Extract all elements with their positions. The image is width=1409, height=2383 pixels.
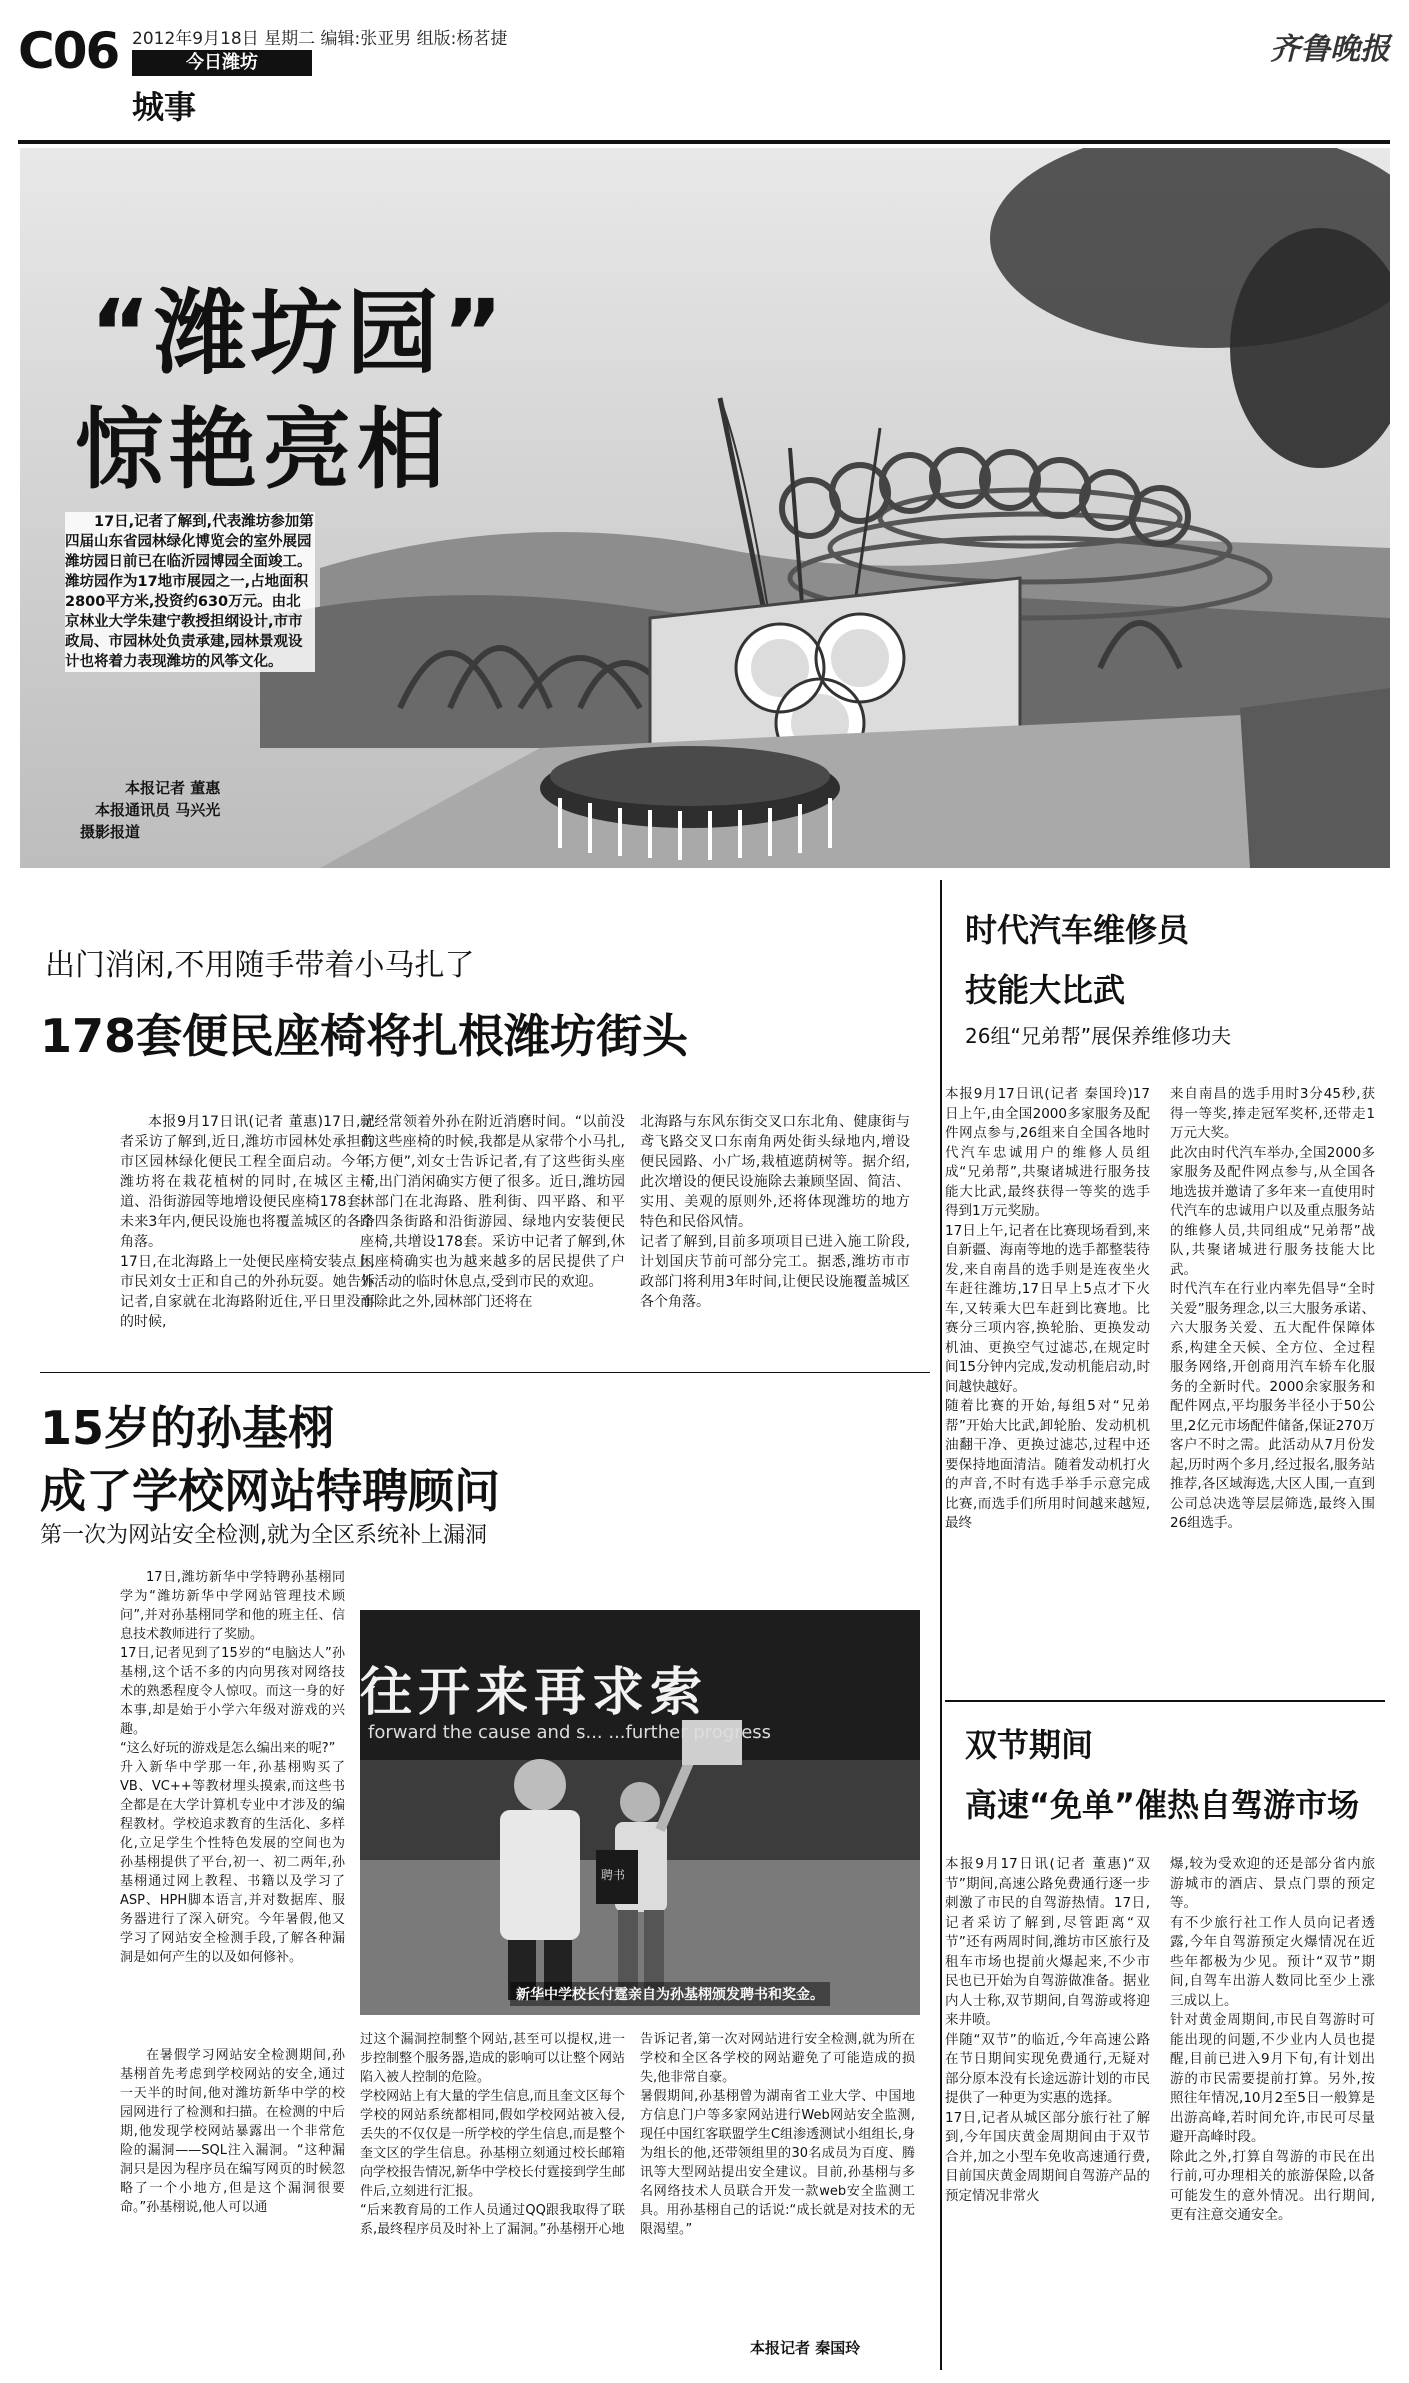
article2-col3: 告诉记者,第一次对网站进行安全检测,就为所在学校和全区各学校的网站避免了可能造成的损失,他非常自豪。 暑假期间,孙基栩曾为湖南省工业大学、中国地方信息门户等多家网站进行Web网站安全监测,现任中国红客联盟学生C组渗透测试小组组长,身为组长的他,还带领组里的30名成员为百度、腾讯等大型网站提出安全建议。目前,孙基栩与多名网络技术人员联合开发一款web安全监测工具。用孙基栩自己的话说:“成长就是对技术的无限渴望。” <box>640 2032 915 2237</box>
article2-headline2: 成了学校网站特聘顾问 <box>40 1464 500 1518</box>
sidebar1-subhead: 26组“兄弟帮”展保养维修功夫 <box>965 1024 1232 1048</box>
article2-byline: 本报记者 秦国玲 <box>750 2339 861 2357</box>
section-name: 城事 <box>132 88 197 126</box>
page-number: C06 <box>18 22 119 80</box>
photo-banner: 往开来再求索 <box>360 1663 709 1723</box>
sidebar1-col2: 来自南昌的选手用时3分45秒,获得一等奖,捧走冠军奖杯,还带走1万元大奖。 此次由时代汽车举办,全国2000多家服务及配件网点参与,从全国各地选拔并邀请了多年来一直使用时代汽车的忠诚用户以及重点服务站的维修人员,共同组成“兄弟帮”战队,共聚诸城进行服务技能大比武。 时代汽车在行业内率先倡导“全时关爱”服务理念,以三大服务承诺、六大服务关爱、五大配件保障体系,构建全天候、全方位、全过程服务网络,开创商用汽车轿车化服务的全新时代。2000余家服务和配件网点,平均服务半径小于50公里,2亿元市场配件储备,保证270万客户不时之需。此活动从7月份发起,历时两个多月,经过报名,服务站推荐,各区域海选,大区人围,一直到公司总决选等层层筛选,最终入围26组选手。 <box>1170 1086 1375 1531</box>
photo-banner-en: forward the cause and s... ...further progress <box>368 1722 772 1743</box>
article1-headline: 178套便民座椅将扎根潍坊街头 <box>40 1009 689 1063</box>
feature-byline1: 本报记者 董惠 <box>125 779 221 797</box>
article2-col2: 过这个漏洞控制整个网站,甚至可以提权,进一步控制整个服务器,造成的影响可以让整个网站陷入被人控制的危险。 学校网站上有大量的学生信息,而且奎文区每个学校的网站系统都相同,假如学校网站被入侵,丢失的不仅仅是一所学校的学生信息,而是整个奎文区的学生信息。孙基栩立刻通过校长邮箱向学校报告情况,新华中学校长付霆接到学生邮件后,立刻进行汇报。 “后来教育局的工作人员通过QQ跟我取得了联系,最终程序员及时补上了漏洞。”孙基栩开心地 <box>360 2032 625 2237</box>
feature-title-line2: 惊艳亮相 <box>75 398 452 501</box>
photo-caption: 新华中学校长付霆亲自为孙基栩颁发聘书和奖金。 <box>510 1982 830 2006</box>
sidebar2-col2: 爆,较为受欢迎的还是部分省内旅游城市的酒店、景点门票的预定等。 有不少旅行社工作人员向记者透露,今年自驾游预定火爆情况在近些年都极为少见。预计“双节”期间,自驾车出游人数同比至少上涨三成以上。 针对黄金周期间,市民自驾游时可能出现的问题,不少业内人员也提醒,目前已进入9月下旬,有计划出游的市民需要提前打算。另外,按照往年情况,10月2至5日一般算是出游高峰,若时间允许,市民可尽量避开高峰时段。 除此之外,打算自驾游的市民在出行前,可办理相关的旅游保险,以备可能发生的意外情况。出行期间,更有注意交通安全。 <box>1170 1856 1375 2223</box>
article2-headline1: 15岁的孙基栩 <box>40 1401 335 1455</box>
article1-col1: 本报9月17日讯(记者 董惠)17日,记者采访了解到,近日,潍坊市园林处承担的市区园林绿化便民工程全面启动。今年,潍坊将在栽花植树的同时,在城区主干道、沿街游园等地增设便民座椅178套。未来3年内,便民设施也将覆盖城区的各个角落。 17日,在北海路上一处便民座椅安装点上,市民刘女士正和自己的外孙玩耍。她告诉记者,自家就在北海路附近住,平日里没事的时候, <box>120 1114 375 1330</box>
article2-intro: 17日,潍坊新华中学特聘孙基栩同学为“潍坊新华中学网站管理技术顾问”,并对孙基栩同学和他的班主任、信息技术教师进行了奖励。 17日,记者见到了15岁的“电脑达人”孙基栩,这个话不多的内向男孩对网络技术的熟悉程度令人惊叹。而这一身的好本事,却是始于小学六年级对游戏的兴趣。 “这么好玩的游戏是怎么编出来的呢?” 升入新华中学那一年,孙基栩购买了VB、VC++等教材埋头摸索,而这些书全都是在大学计算机专业中才涉及的编程教材。学校追求教育的生活化、多样化,立足学生个性特色发展的空间也为孙基栩提供了平台,初一、初二两年,孙基栩通过网上教程、书籍以及学习了ASP、HPH脚本语言,并对数据库、服务器进行了深入研究。今年暑假,他又学习了网站安全检测手段,了解各种漏洞是如何产生的以及如何修补。 <box>120 1570 345 1965</box>
column-divider <box>940 880 942 2370</box>
article1-col3: 北海路与东风东街交叉口东北角、健康街与鸢飞路交叉口东南角两处街头绿地内,增设便民园路、小广场,栽植遮荫树等。据介绍,此次增设的便民设施除去兼顾坚固、简洁、实用、美观的原则外,还将体现潍坊的地方特色和民俗风情。 记者了解到,目前多项项目已进入施工阶段,计划国庆节前可部分完工。据悉,潍坊市市政部门将利用3年时间,让便民设施覆盖城区各个角落。 <box>640 1114 910 1310</box>
feature-byline2: 本报通讯员 马兴光 <box>95 801 221 819</box>
feature-lead: 17日,记者了解到,代表潍坊参加第四届山东省园林绿化博览会的室外展园潍坊园日前已在临沂园博园全面竣工。潍坊园作为17地市展园之一,占地面积2800平方米,投资约630万元。由北京林业大学朱建宁教授担纲设计,市市政局、市园林处负责承建,园林景观设计也将着力表现潍坊的风筝文化。 <box>65 514 314 670</box>
section-tab: 今日潍坊 <box>132 50 312 76</box>
article2-photo <box>360 1610 920 2015</box>
newspaper-logo: 齐鲁晚报 <box>1270 32 1390 67</box>
article1-col2: 就经常领着外孙在附近消磨时间。“以前没有这些座椅的时候,我都是从家带个小马扎,不方便”,刘女士告诉记者,有了这些街头座椅,出门消闲确实方便了很多。近日,潍坊园林部门在北海路、胜利街、四平路、和平路四条街路和沿街游园、绿地内安装便民座椅,共增设178套。采访中记者了解到,休闲座椅确实也为越来越多的居民提供了户外活动的临时休息点,受到市民的欢迎。 而除此之外,园林部门还将在 <box>360 1114 625 1310</box>
article2-col1b: 在暑假学习网站安全检测期间,孙基栩首先考虑到学校网站的安全,通过一天半的时间,他对潍坊新华中学的校园网进行了检测和扫描。在检测的中后期,他发现学校网站暴露出一个非常危险的漏洞——SQL注入漏洞。“这种漏洞只是因为程序员在编写网页的时候忽略了一个小地方,但是这个漏洞很要命。”孙基栩说,他人可以通 <box>120 2048 345 2215</box>
sidebar2-col1: 本报9月17日讯(记者 董惠)“双节”期间,高速公路免费通行逐一步刺激了市民的自驾游热情。17日,记者采访了解到,尽管距离“双节”还有两周时间,潍坊市区旅行及租车市场也提前火爆起来,不少市民也已开始为自驾游做准备。据业内人士称,双节期间,自驾游或将迎来井喷。 伴随“双节”的临近,今年高速公路在节日期间实现免费通行,无疑对部分原本没有长途远游计划的市民提供了一种更为实惠的选择。 17日,记者从城区部分旅行社了解到,今年国庆黄金周期间由于双节合并,加之小型车免收高速通行费,目前国庆黄金周期间自驾游产品的预定情况非常火 <box>945 1856 1150 2204</box>
sidebar1-col1: 本报9月17日讯(记者 秦国玲)17日上午,由全国2000多家服务及配件网点参与,26组来自全国各地时代汽车忠诚用户的维修人员组成“兄弟帮”,共聚诸城进行服务技能大比武,最终获得一等奖的选手得到1万元奖励。 17日上午,记者在比赛现场看到,来自新疆、海南等地的选手都整装待发,来自南昌的选手则是连夜坐火车赶往潍坊,17日早上5点才下火车,又转乘大巴车赶到比赛地。比赛分三项内容,换轮胎、更换发动机油、更换空气过滤芯,在规定时间15分钟内完成,发动机能启动,时间越快越好。 随着比赛的开始,每组5对“兄弟帮”开始大比武,卸轮胎、发动机机油翻干净、更换过滤芯,过程中还要保持地面清洁。随着发动机打火的声音,不时有选手举手示意完成比赛,而选手们所用时间越来越短,最终 <box>945 1086 1150 1531</box>
article1-bottom-rule <box>40 1372 930 1373</box>
sidebar-divider <box>945 1700 1385 1702</box>
feature-byline3: 摄影报道 <box>80 823 141 841</box>
sidebar2-headline2: 高速“免单”催热自驾游市场 <box>965 1786 1360 1824</box>
top-rule <box>18 140 1390 144</box>
issue-info: 2012年9月18日 星期二 编辑:张亚男 组版:杨茗捷 <box>132 29 508 49</box>
feature-photo <box>20 148 1390 868</box>
article1-subhead: 出门消闲,不用随手带着小马扎了 <box>45 948 475 983</box>
feature-title-line1: “潍坊园” <box>90 280 507 387</box>
article2-subhead: 第一次为网站安全检测,就为全区系统补上漏洞 <box>40 1523 487 1548</box>
sidebar1-headline2: 技能大比武 <box>965 971 1126 1009</box>
sidebar2-headline1: 双节期间 <box>965 1726 1094 1764</box>
garden-photo-illustration <box>20 148 1390 868</box>
photo-certificate-label: 聘书 <box>601 1868 626 1882</box>
sidebar1-headline1: 时代汽车维修员 <box>965 911 1190 949</box>
